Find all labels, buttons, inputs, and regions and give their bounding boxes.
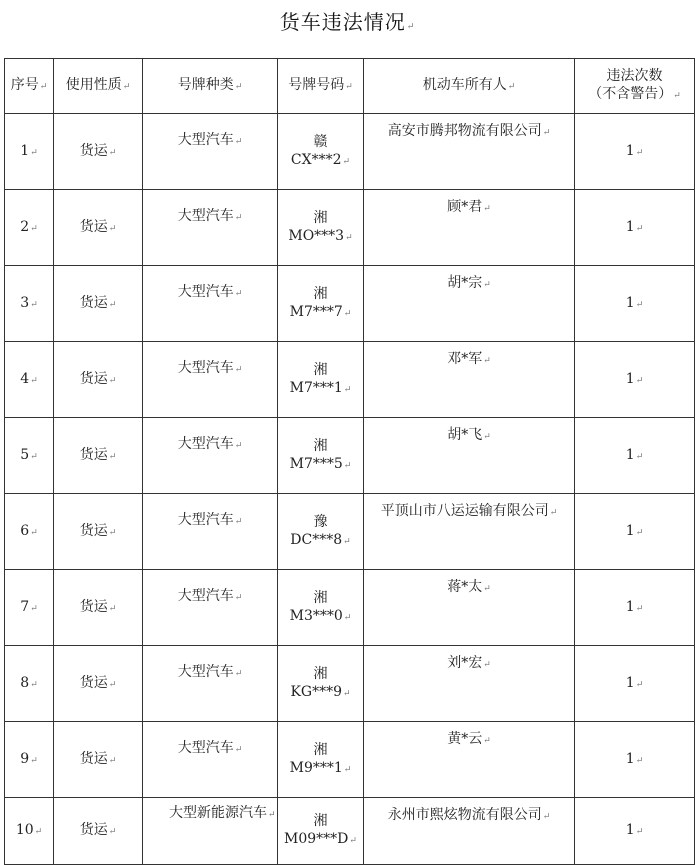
cell-usage: 货运↵: [54, 722, 143, 798]
cell-serial: 4↵: [5, 342, 54, 418]
header-plate-number: 号牌号码↵: [278, 59, 364, 114]
cell-serial: 7↵: [5, 570, 54, 646]
header-violation-count: 违法次数 （不含警告）↵: [575, 59, 695, 114]
cell-usage: 货运↵: [54, 190, 143, 266]
cell-serial: 5↵: [5, 418, 54, 494]
cell-plate-number: 湘 KG***9↵: [278, 646, 364, 722]
cell-violation-count: 1↵: [575, 418, 695, 494]
cell-serial: 8↵: [5, 646, 54, 722]
table-row: [5, 570, 695, 646]
table-header-row: [5, 59, 695, 114]
cell-serial: 6↵: [5, 494, 54, 570]
header-usage: 使用性质↵: [54, 59, 143, 114]
cell-plate-type: 大型汽车↵: [143, 722, 278, 798]
cell-plate-number: 湘 M7***7↵: [278, 266, 364, 342]
cell-plate-number: 湘 M9***1↵: [278, 722, 364, 798]
cell-plate-type: 大型汽车↵: [143, 494, 278, 570]
header-serial: 序号↵: [5, 59, 54, 114]
cell-usage: 货运↵: [54, 570, 143, 646]
cell-plate-number: 湘 M09***D↵: [278, 798, 364, 865]
cell-plate-type: 大型汽车↵: [143, 342, 278, 418]
cell-owner: 胡*飞↵: [364, 418, 575, 494]
cell-violation-count: 1↵: [575, 494, 695, 570]
table-row: [5, 646, 695, 722]
cell-owner: 胡*宗↵: [364, 266, 575, 342]
cell-owner: 平顶山市八运运输有限公司↵: [364, 494, 575, 570]
cell-usage: 货运↵: [54, 798, 143, 865]
header-plate-type: 号牌种类↵: [143, 59, 278, 114]
cell-violation-count: 1↵: [575, 190, 695, 266]
cell-owner: 黄*云↵: [364, 722, 575, 798]
table-row: [5, 342, 695, 418]
cell-usage: 货运↵: [54, 646, 143, 722]
cell-plate-type: 大型新能源汽车↵: [143, 798, 278, 865]
table-row: [5, 494, 695, 570]
cell-plate-type: 大型汽车↵: [143, 646, 278, 722]
cell-plate-number: 湘 M7***1↵: [278, 342, 364, 418]
cell-violation-count: 1↵: [575, 570, 695, 646]
cell-plate-number: 豫 DC***8↵: [278, 494, 364, 570]
cell-usage: 货运↵: [54, 418, 143, 494]
cell-owner: 顾*君↵: [364, 190, 575, 266]
cell-usage: 货运↵: [54, 114, 143, 190]
cell-owner: 刘*宏↵: [364, 646, 575, 722]
cell-owner: 高安市腾邦物流有限公司↵: [364, 114, 575, 190]
table-row: [5, 266, 695, 342]
cell-violation-count: 1↵: [575, 722, 695, 798]
cell-violation-count: 1↵: [575, 266, 695, 342]
cell-plate-type: 大型汽车↵: [143, 266, 278, 342]
cell-violation-count: 1↵: [575, 798, 695, 865]
header-owner: 机动车所有人↵: [364, 59, 575, 114]
cell-plate-number: 赣 CX***2↵: [278, 114, 364, 190]
cell-serial: 2↵: [5, 190, 54, 266]
cell-plate-number: 湘 M7***5↵: [278, 418, 364, 494]
cell-serial: 10↵: [5, 798, 54, 865]
table-row: [5, 798, 695, 865]
cell-plate-type: 大型汽车↵: [143, 418, 278, 494]
cell-usage: 货运↵: [54, 494, 143, 570]
cell-violation-count: 1↵: [575, 114, 695, 190]
cell-owner: 蒋*太↵: [364, 570, 575, 646]
cell-plate-type: 大型汽车↵: [143, 570, 278, 646]
cell-usage: 货运↵: [54, 342, 143, 418]
cell-owner: 邓*军↵: [364, 342, 575, 418]
table-row: [5, 418, 695, 494]
cell-violation-count: 1↵: [575, 342, 695, 418]
violations-table: [4, 58, 695, 865]
cell-serial: 9↵: [5, 722, 54, 798]
cell-plate-number: 湘 M3***0↵: [278, 570, 364, 646]
table-row: [5, 190, 695, 266]
cell-plate-type: 大型汽车↵: [143, 114, 278, 190]
cell-usage: 货运↵: [54, 266, 143, 342]
cell-plate-number: 湘 MO***3↵: [278, 190, 364, 266]
cell-serial: 1↵: [5, 114, 54, 190]
cell-violation-count: 1↵: [575, 646, 695, 722]
page-title: 货车违法情况↵: [279, 10, 416, 34]
table-row: [5, 722, 695, 798]
cell-serial: 3↵: [5, 266, 54, 342]
cell-owner: 永州市熙炫物流有限公司↵: [364, 798, 575, 865]
cell-plate-type: 大型汽车↵: [143, 190, 278, 266]
table-row: [5, 114, 695, 190]
